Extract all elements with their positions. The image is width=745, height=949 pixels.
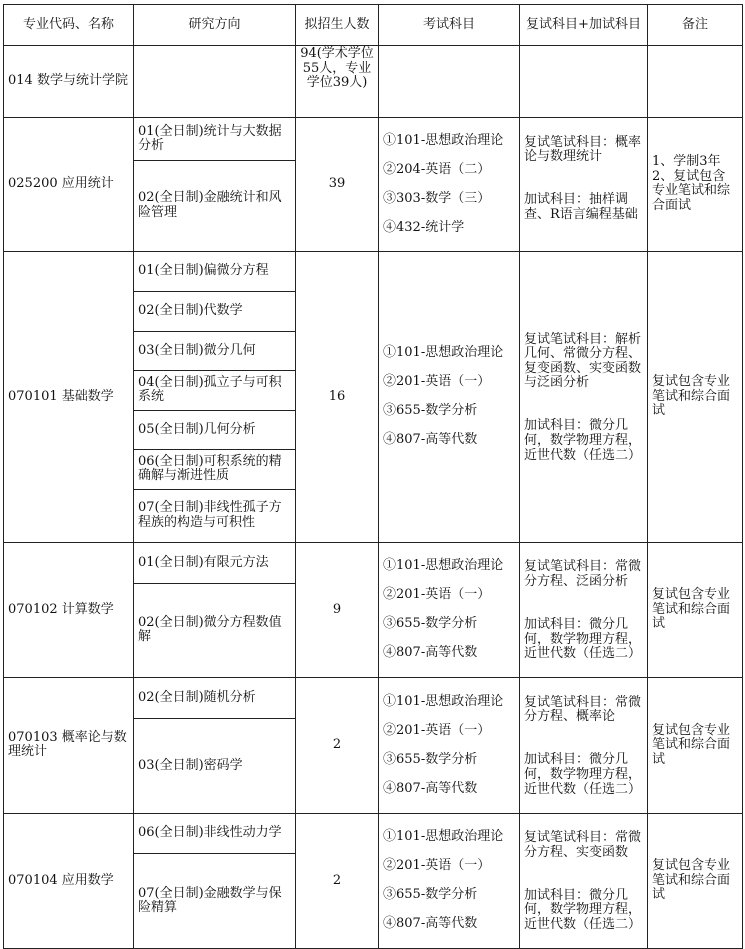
exam-subjects [379,542,520,677]
header-major: 专业代码、名称 [4,5,134,46]
major-enrollment: 16 [296,251,379,542]
exam-subjects [379,251,520,542]
exam-subject: ②201-英语（一） [383,374,491,390]
empty-cell [648,46,743,118]
exam-subject: ③303-数学（三） [383,190,491,206]
major-name: 070104 应用数学 [4,813,134,948]
retest-extra: 加试科目：微分几何，数学物理方程，近世代数（任选二） [524,617,642,662]
exam-subject: ④807-高等代数 [383,645,478,661]
exam-subject: ③655-数学分析 [383,616,478,632]
direction-item: 03(全日制)微分几何 [134,331,296,370]
empty-cell [520,46,648,118]
direction-item: 01(全日制)偏微分方程 [134,251,296,291]
exam-subject: ②204-英语（二） [383,161,491,177]
major-notes: 1、学制3年 2、复试包含专业笔试和综合面试 [648,118,743,252]
major-notes: 复试包含专业笔试和综合面试 [648,813,743,948]
direction-item: 05(全日制)几何分析 [134,410,296,449]
exam-subject: ②201-英语（一） [383,722,491,738]
retest-written: 复试笔试科目：常微分方程、实变函数 [524,830,642,860]
retest-subjects [520,118,648,252]
exam-subject: ②201-英语（一） [383,858,491,874]
exam-subjects [379,118,520,252]
exam-subject: ②201-英语（一） [383,587,491,603]
exam-subject: ④807-高等代数 [383,432,478,448]
direction-item: 06(全日制)非线性动力学 [134,813,296,854]
exam-subject: ①101-思想政治理论 [383,132,504,148]
header-row [4,5,743,46]
major-enrollment: 2 [296,813,379,948]
major-enrollment: 2 [296,678,379,813]
retest-subjects [520,813,648,948]
direction-item: 01(全日制)统计与大数据分析 [134,118,296,161]
header-notes: 备注 [648,5,743,46]
exam-subject: ③655-数学分析 [383,887,478,903]
direction-item: 06(全日制)可积系统的精确解与渐进性质 [134,449,296,489]
school-name: 014 数学与统计学院 [4,46,134,118]
direction-item: 02(全日制)随机分析 [134,678,296,719]
direction-item: 03(全日制)密码学 [134,719,296,814]
table-row [4,251,743,291]
major-notes: 复试包含专业笔试和综合面试 [648,678,743,813]
table-row [4,118,743,161]
exam-subject: ①101-思想政治理论 [383,345,504,360]
direction-item: 02(全日制)金融统计和风险管理 [134,161,296,252]
retest-extra: 加试科目：微分几何，数学物理方程，近世代数（任选二） [524,752,642,797]
exam-subject: ④807-高等代数 [383,916,478,932]
major-enrollment: 39 [296,118,379,252]
school-row [4,46,743,118]
header-exam: 考试科目 [379,5,520,46]
exam-subject: ①101-思想政治理论 [383,558,504,574]
retest-written: 复试笔试科目：常微分方程、概率论 [524,694,642,725]
table-row [4,542,743,583]
retest-written: 复试笔试科目：概率论与数理统计 [524,134,642,165]
table-row [4,813,743,854]
direction-item: 01(全日制)有限元方法 [134,542,296,583]
exam-subject: ①101-思想政治理论 [383,828,504,844]
retest-extra: 加试科目：微分几何，数学物理方程，近世代数（任选二） [524,418,642,463]
retest-extra: 加试科目：微分几何，数学物理方程，近世代数（任选二） [524,887,642,932]
exam-subject: ①101-思想政治理论 [383,693,504,709]
header-direction: 研究方向 [134,5,296,46]
direction-item: 02(全日制)代数学 [134,291,296,331]
empty-cell [379,46,520,118]
major-notes: 复试包含专业笔试和综合面试 [648,542,743,677]
retest-subjects [520,678,648,813]
direction-item: 07(全日制)金融数学与保险精算 [134,854,296,949]
school-enrollment: 94(学术学位55人，专业学位39人) [296,46,379,118]
admissions-table [3,4,743,949]
major-name: 070103 概率论与数理统计 [4,678,134,813]
exam-subject: ④807-高等代数 [383,780,478,796]
major-notes: 复试包含专业笔试和综合面试 [648,251,743,542]
direction-item: 02(全日制)微分方程数值解 [134,583,296,678]
retest-written: 复试笔试科目：常微分方程、泛函分析 [524,559,642,590]
table-row [4,678,743,719]
header-retest: 复试科目+加试科目 [520,5,648,46]
major-name: 070101 基础数学 [4,251,134,542]
exam-subjects [379,813,520,948]
direction-item: 04(全日制)孤立子与可积系统 [134,370,296,410]
retest-written: 复试笔试科目：解析几何、常微分方程、复变函数、实变函数与泛函分析 [524,331,642,391]
retest-subjects [520,542,648,677]
exam-subject: ③655-数学分析 [383,403,478,419]
major-enrollment: 9 [296,542,379,677]
exam-subject: ③655-数学分析 [383,751,478,767]
major-name: 025200 应用统计 [4,118,134,252]
retest-extra: 加试科目：抽样调查、R语言编程基础 [524,192,638,222]
major-name: 070102 计算数学 [4,542,134,677]
header-enrollment: 拟招生人数 [296,5,379,46]
empty-cell [134,46,296,118]
retest-subjects [520,251,648,542]
direction-item: 07(全日制)非线性孤子方程族的构造与可积性 [134,489,296,542]
exam-subject: ④432-统计学 [383,219,465,235]
exam-subjects [379,678,520,813]
